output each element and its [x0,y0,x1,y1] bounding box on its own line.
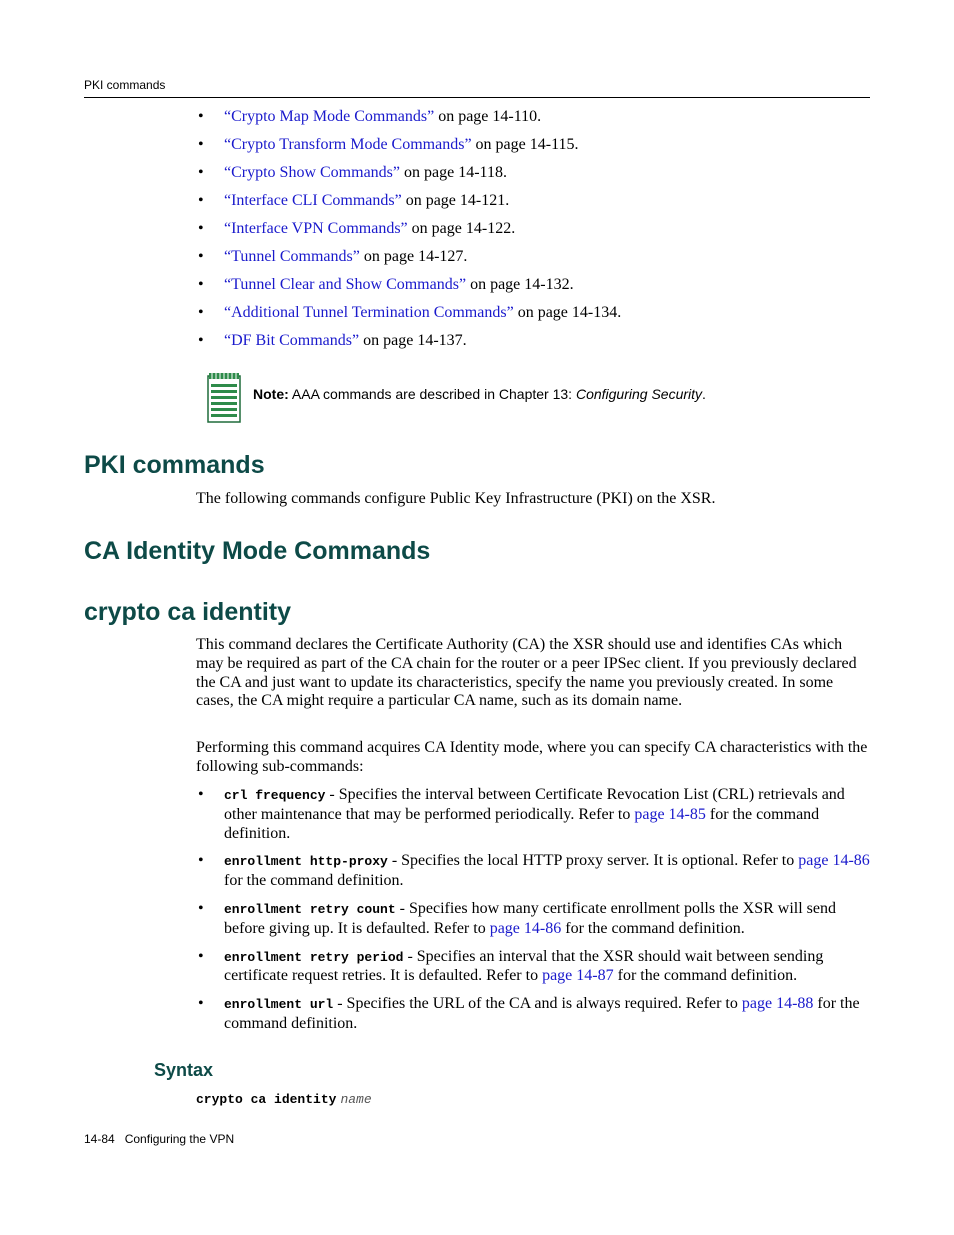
toc-list [196,106,621,358]
page-number: 14-84 [84,1132,115,1146]
subcommand-item: • enrollment retry count - Specifies how many certificate enrollment polls the XSR will send before giving up. It is defaulted. Refer to page 14-86 for the command definition. [196,900,872,939]
running-header: PKI commands [84,78,166,92]
toc-link[interactable]: “Tunnel Commands” [224,248,360,265]
subcommand-item: • enrollment http-proxy - Specifies the local HTTP proxy server. It is optional. Refer to page 14-86 for the command definition. [196,852,872,891]
syntax-command: crypto ca identity [196,1092,337,1107]
syntax-argument: name [340,1092,372,1107]
pki-intro: The following commands configure Public Key Infrastructure (PKI) on the XSR. [196,490,716,507]
section-title-crypto-ca-identity: crypto ca identity [84,598,291,626]
page-link[interactable]: page 14-86 [489,919,562,937]
command-name: enrollment http-proxy [224,854,388,870]
toc-item: • “Crypto Map Mode Commands” on page 14-110. [196,106,621,134]
command-name: enrollment retry period [224,949,404,965]
chapter-title: Configuring the VPN [124,1132,235,1146]
toc-item: • “DF Bit Commands” on page 14-137. [196,330,621,358]
notepad-icon [207,372,241,424]
description-paragraph: This command declares the Certificate Authority (CA) the XSR should use and identifies CAs which may be required as part of the CA chain for the router or a peer IPSec client. If you previously declared the CA and just want to update its characteristics, specify the name you previously created. In some cases, the CA might require a particular CA name, such as its domain name. [196,636,857,710]
toc-item: • “Tunnel Commands” on page 14-127. [196,246,621,274]
note-box [207,372,867,424]
toc-link[interactable]: “Additional Tunnel Termination Commands” [224,304,514,321]
command-name: enrollment retry count [224,901,396,917]
page-footer [84,1132,234,1146]
header-rule [84,97,870,98]
section-title-ca-mode: CA Identity Mode Commands [84,537,431,565]
command-name: enrollment url [224,997,334,1013]
toc-item: • “Interface VPN Commands” on page 14-122. [196,218,621,246]
toc-link[interactable]: “Tunnel Clear and Show Commands” [224,276,467,293]
toc-link[interactable]: “Crypto Transform Mode Commands” [224,136,472,153]
toc-link[interactable]: “Crypto Show Commands” [224,164,400,181]
page-link[interactable]: page 14-87 [542,967,614,985]
toc-item: • “Tunnel Clear and Show Commands” on page 14-132. [196,274,621,302]
toc-item: • “Crypto Show Commands” on page 14-118. [196,162,621,190]
section-title-pki: PKI commands [84,451,265,479]
mode-paragraph: Performing this command acquires CA Identity mode, where you can specify CA characteristics with the following sub-commands: [196,739,868,775]
subcommand-item: • enrollment url - Specifies the URL of the CA and is always required. Refer to page 14-88 for the command definition. [196,995,872,1034]
subcommand-item: • enrollment retry period - Specifies an interval that the XSR should wait between sending certificate request retries. It is defaulted. Refer to page 14-87 for the command definition. [196,948,872,987]
command-name: crl frequency [224,788,326,803]
toc-item: • “Interface CLI Commands” on page 14-121. [196,190,621,218]
syntax-line [196,1090,372,1108]
toc-link[interactable]: “DF Bit Commands” [224,332,360,349]
toc-link[interactable]: “Crypto Map Mode Commands” [224,108,435,125]
toc-item: • “Crypto Transform Mode Commands” on page 14-115. [196,134,621,162]
note-chapter-ref: Configuring Security [575,386,703,402]
toc-link[interactable]: “Interface VPN Commands” [224,220,408,237]
toc-link[interactable]: “Interface CLI Commands” [224,192,402,209]
syntax-heading: Syntax [154,1060,214,1080]
toc-item: • “Additional Tunnel Termination Commands” on page 14-134. [196,302,621,330]
subcommand-item: • crl frequency - Specifies the interval between Certificate Revocation List (CRL) retrievals and other maintenance that may be performed periodically. Refer to page 14-85 for the command definition. [196,786,872,843]
page-link[interactable]: page 14-88 [741,995,814,1013]
subcommand-list [196,786,872,1043]
page-link[interactable]: page 14-85 [634,805,706,823]
note-text: Note: AAA commands are described in Chapter 13: Configuring Security. [253,386,706,402]
page-link[interactable]: page 14-86 [798,852,870,870]
